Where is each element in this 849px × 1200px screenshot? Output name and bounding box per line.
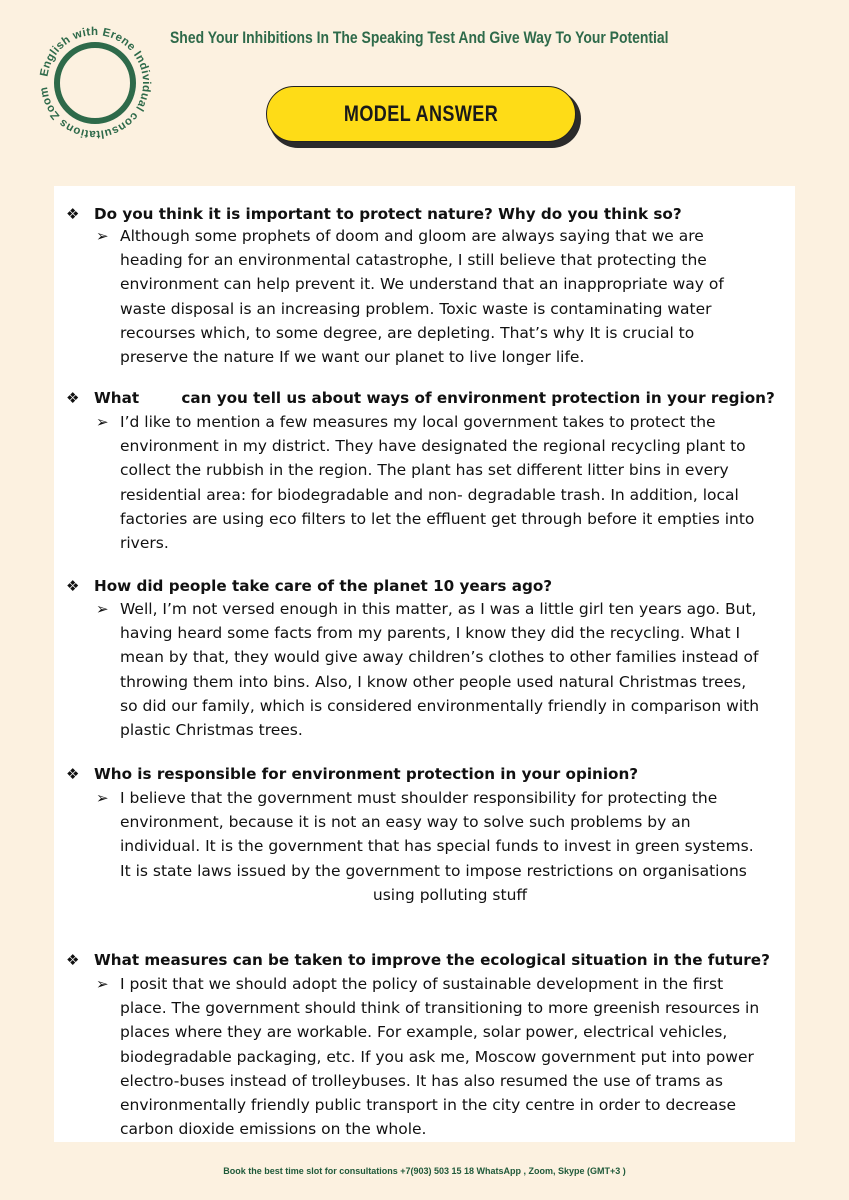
question-1: Do you think it is important to protect nature? Why do you think so? xyxy=(94,205,682,223)
answers-panel xyxy=(54,186,795,1142)
footer-contact: Book the best time slot for consultations +7(903) 503 15 18 WhatsApp , Zoom, Skype (GMT+3 ) xyxy=(223,1166,626,1176)
question-bullet-icon: ❖ xyxy=(66,765,80,783)
model-answer-badge xyxy=(266,86,584,148)
question-2: What can you tell us about ways of environment protection in your region? xyxy=(94,389,775,407)
answer-5: I posit that we should adopt the policy of sustainable development in the first place. The government should think of transitioning to more greenish resources in places where they are workable. For example, solar power, electrical vehicles, biodegradable packaging, etc. If you ask me, Moscow government put into power electro-buses instead of trolleybuses. It has also resumed the use of trams as environmentally friendly public transport in the city centre in order to decrease carbon dioxide emissions on the whole. xyxy=(120,975,760,1139)
question-bullet-icon: ❖ xyxy=(66,577,80,595)
logo-ring-text: English with Erene Individual consultations Zoom xyxy=(37,25,153,141)
question-5: What measures can be taken to improve the ecological situation in the future? xyxy=(94,951,770,969)
answer-4-text: I believe that the government must shoulder responsibility for protecting the environment, because it is not an easy way to solve such problems by an individual. It is the government that has special funds to invest in green systems. It is state laws issued by the government to impose restrictions on organisations xyxy=(120,789,754,880)
answer-4 xyxy=(120,786,760,907)
question-bullet-icon: ❖ xyxy=(66,951,80,969)
badge-label: MODEL ANSWER xyxy=(343,101,499,126)
answer-arrow-icon: ➢ xyxy=(96,413,109,431)
answer-arrow-icon: ➢ xyxy=(96,227,109,245)
question-4: Who is responsible for environment protection in your opinion? xyxy=(94,765,639,783)
answer-arrow-icon: ➢ xyxy=(96,600,109,618)
answer-4-tail: using polluting stuff xyxy=(372,885,528,904)
answer-arrow-icon: ➢ xyxy=(96,789,109,807)
answer-3: Well, I’m not versed enough in this matter, as I was a little girl ten years ago. But, having heard some facts from my parents, I know they did the recycling. What I mean by that, they would give away children’s clothes to other families instead of throwing them into bins. Also, I know other people used natural Christmas trees, so did our family, which is considered environmentally friendly in comparison with plastic Christmas trees. xyxy=(120,600,760,740)
answer-2: I’d like to mention a few measures my local government takes to protect the environment in my district. They have designated the regional recycling plant to collect the rubbish in the region. The plant has set different litter bins in every residential area: for biodegradable and non- degradable trash. In addition, local factories are using eco filters to let the effluent get through before it empties into rivers. xyxy=(120,413,755,553)
answer-arrow-icon: ➢ xyxy=(96,975,109,993)
question-bullet-icon: ❖ xyxy=(66,205,80,223)
brand-logo xyxy=(30,18,160,148)
badge-pill xyxy=(266,86,576,142)
answer-1: Although some prophets of doom and gloom are always saying that we are heading for an environmental catastrophe, I still believe that protecting the environment can help prevent it. We understand that an inappropriate way of waste disposal is an increasing problem. Toxic waste is contaminating water recourses which, to some degree, are depleting. That’s why It is crucial to preserve the nature If we want our planet to live longer life. xyxy=(120,227,724,367)
question-3: How did people take care of the planet 10 years ago? xyxy=(94,577,553,595)
header-tagline: Shed Your Inhibitions In The Speaking Test And Give Way To Your Potential xyxy=(170,28,669,47)
question-bullet-icon: ❖ xyxy=(66,389,80,407)
